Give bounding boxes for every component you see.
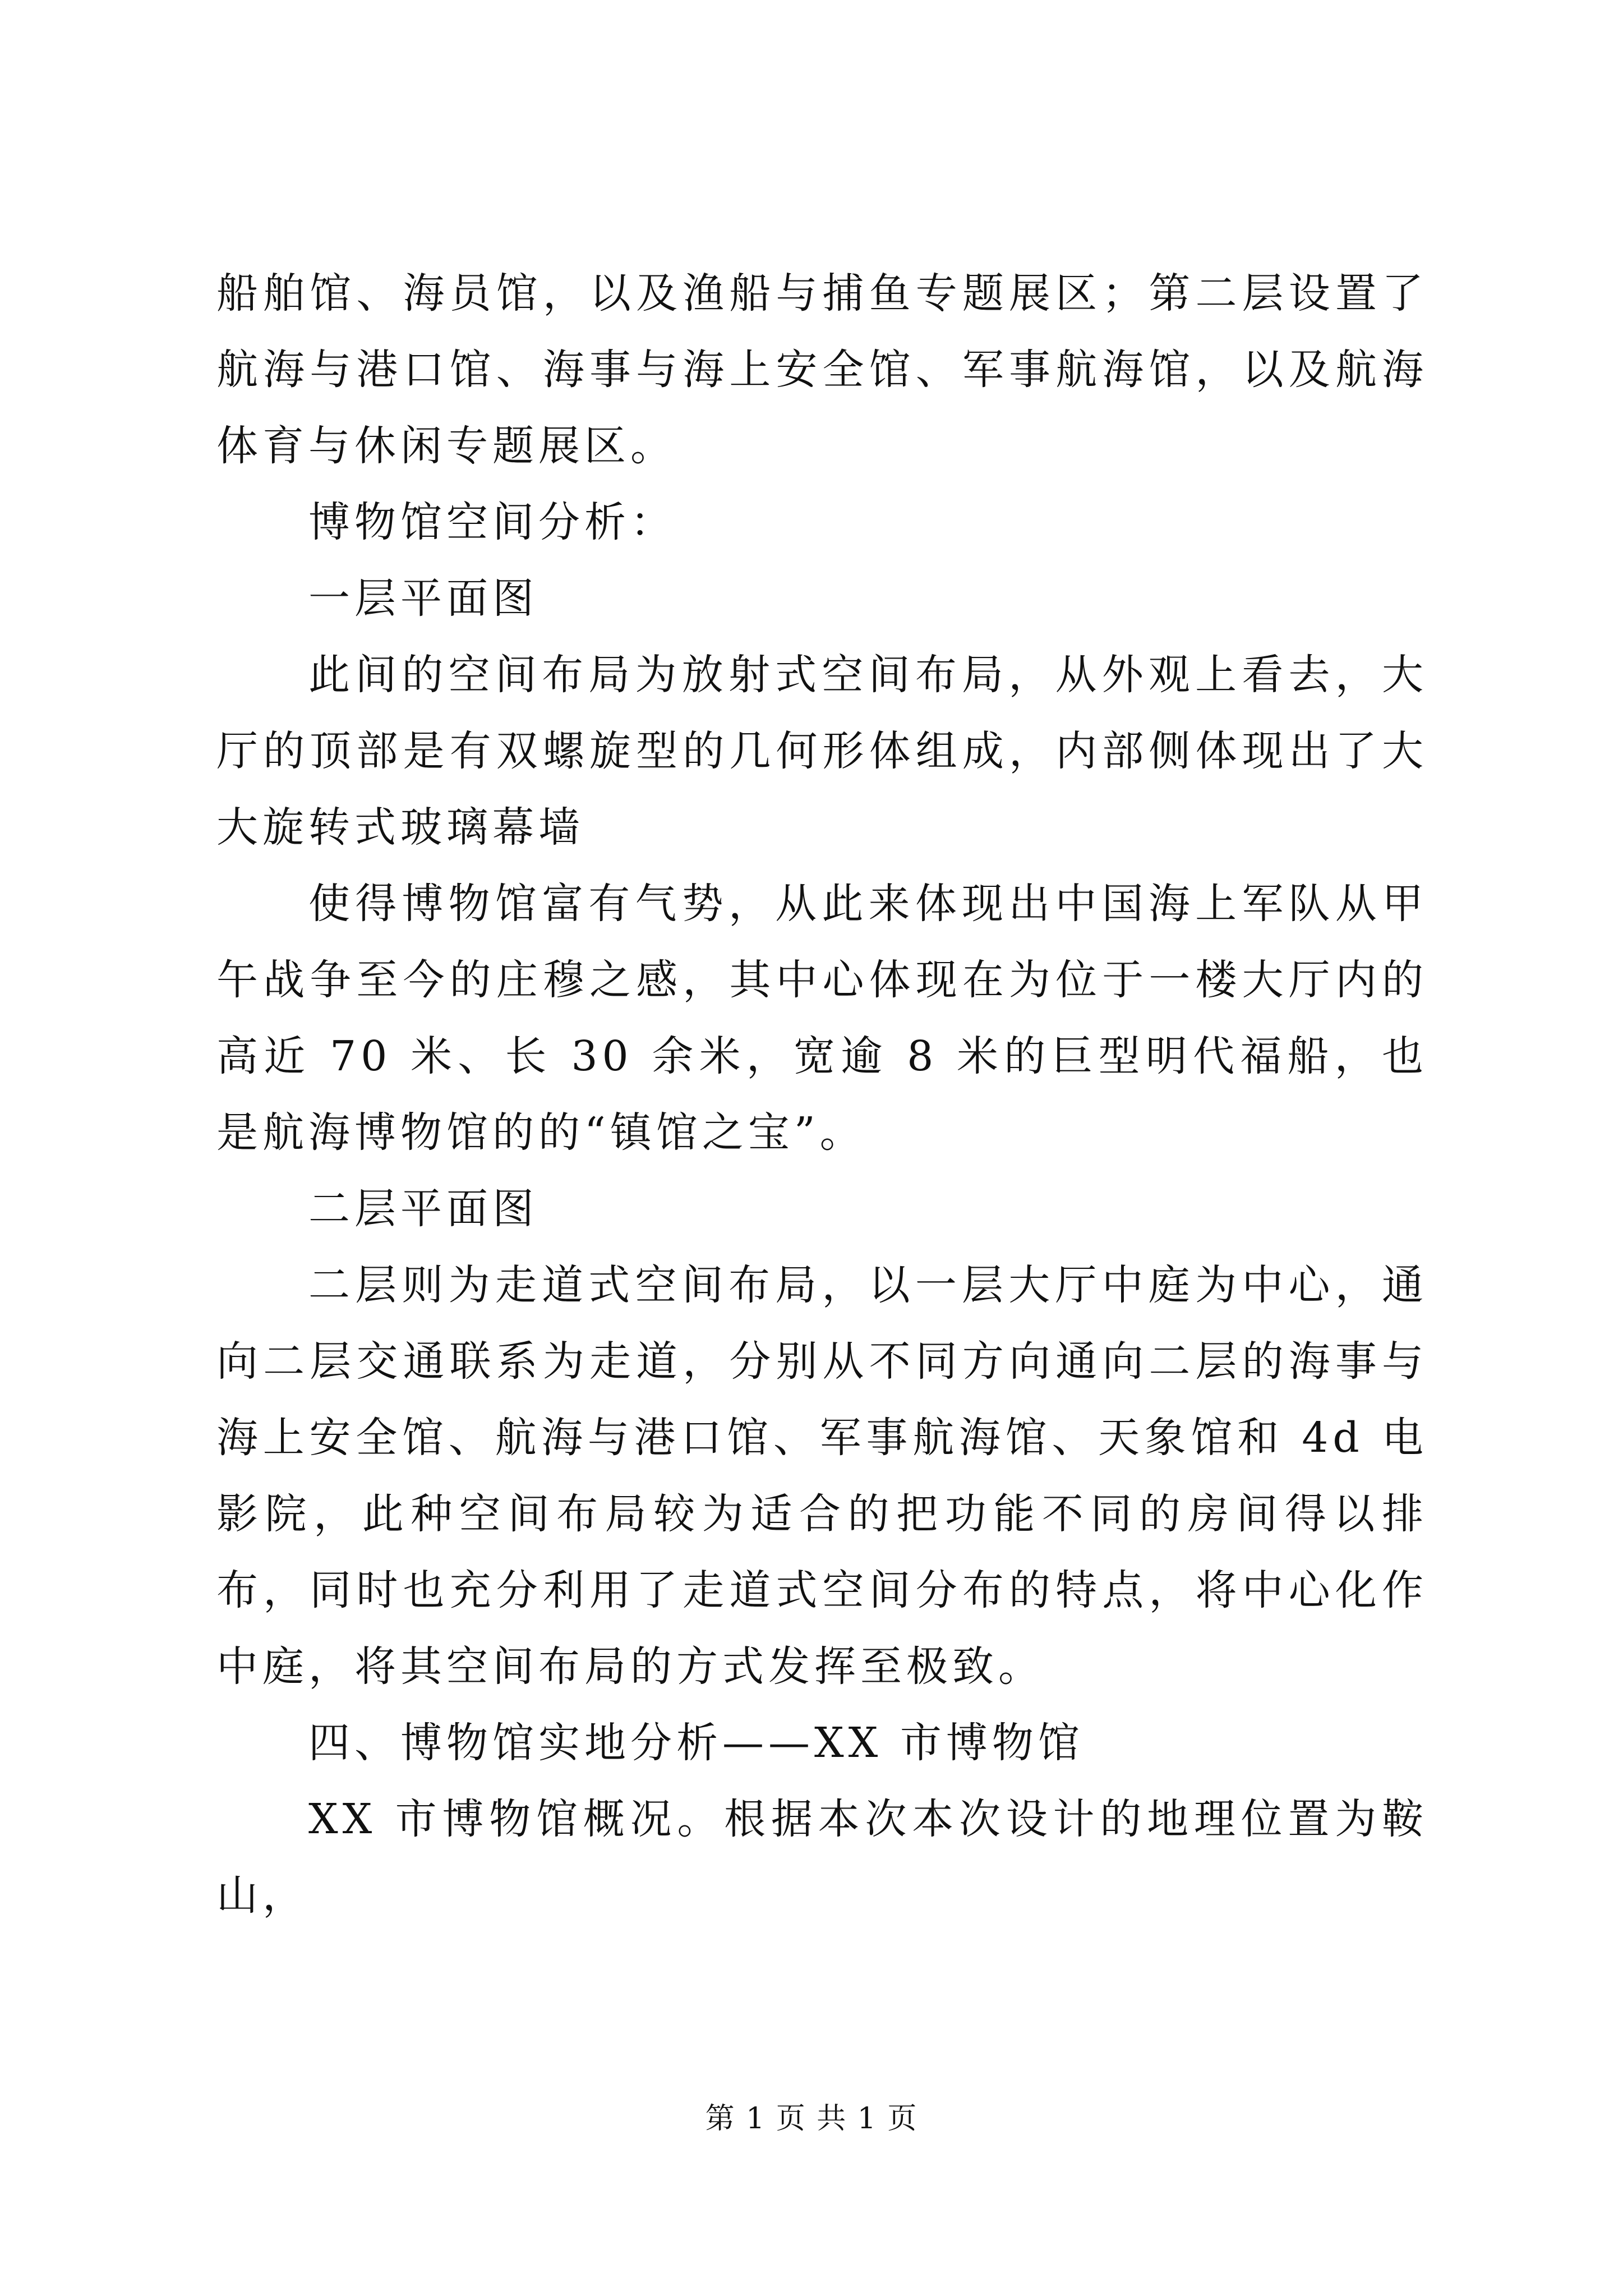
paragraph-section-four-heading: 四、博物馆实地分析——XX 市博物馆 [308, 1719, 1084, 1767]
document-body [216, 255, 1428, 1934]
paragraph-floor-one-desc-2: 使得博物馆富有气势，从此来体现出中国海上军队从甲午战争至今的庄穆之感，其中心体现在为位于一楼大厅内的高近 70 米、长 30 余米，宽逾 8 米的巨型明代福船，也是航海博物馆的的“镇馆之宝”。 [216, 880, 1428, 1157]
page-number-label: 第 1 页 共 1 页 [705, 2102, 918, 2136]
paragraph-floor-two-desc: 二层则为走道式空间布局，以一层大厅中庭为中心，通向二层交通联系为走道，分别从不同方向通向二层的海事与海上安全馆、航海与港口馆、军事航海馆、天象馆和 4d 电影院，此种空间布局较为适合的把功能不同的房间得以排布，同时也充分利用了走道式空间分布的特点，将中心化作中庭，将其空间布局的方式发挥至极致。 [216, 1261, 1428, 1691]
paragraph-floor-one-heading: 一层平面图 [308, 574, 538, 623]
paragraph-space-analysis-heading: 博物馆空间分析： [308, 498, 676, 546]
page-footer [0, 2099, 1623, 2138]
paragraph-floor-two-heading: 二层平面图 [308, 1185, 538, 1233]
paragraph-xx-museum-overview: XX 市博物馆概况。根据本次本次设计的地理位置为鞍山， [216, 1795, 1428, 1920]
paragraph-continued-floor-one-two: 船舶馆、海员馆，以及渔船与捕鱼专题展区；第二层设置了航海与港口馆、海事与海上安全馆、军事航海馆，以及航海体育与休闲专题展区。 [216, 269, 1428, 470]
paragraph-floor-one-desc-1: 此间的空间布局为放射式空间布局，从外观上看去，大厅的顶部是有双螺旋型的几何形体组成，内部侧体现出了大大旋转式玻璃幕墙 [216, 651, 1428, 852]
